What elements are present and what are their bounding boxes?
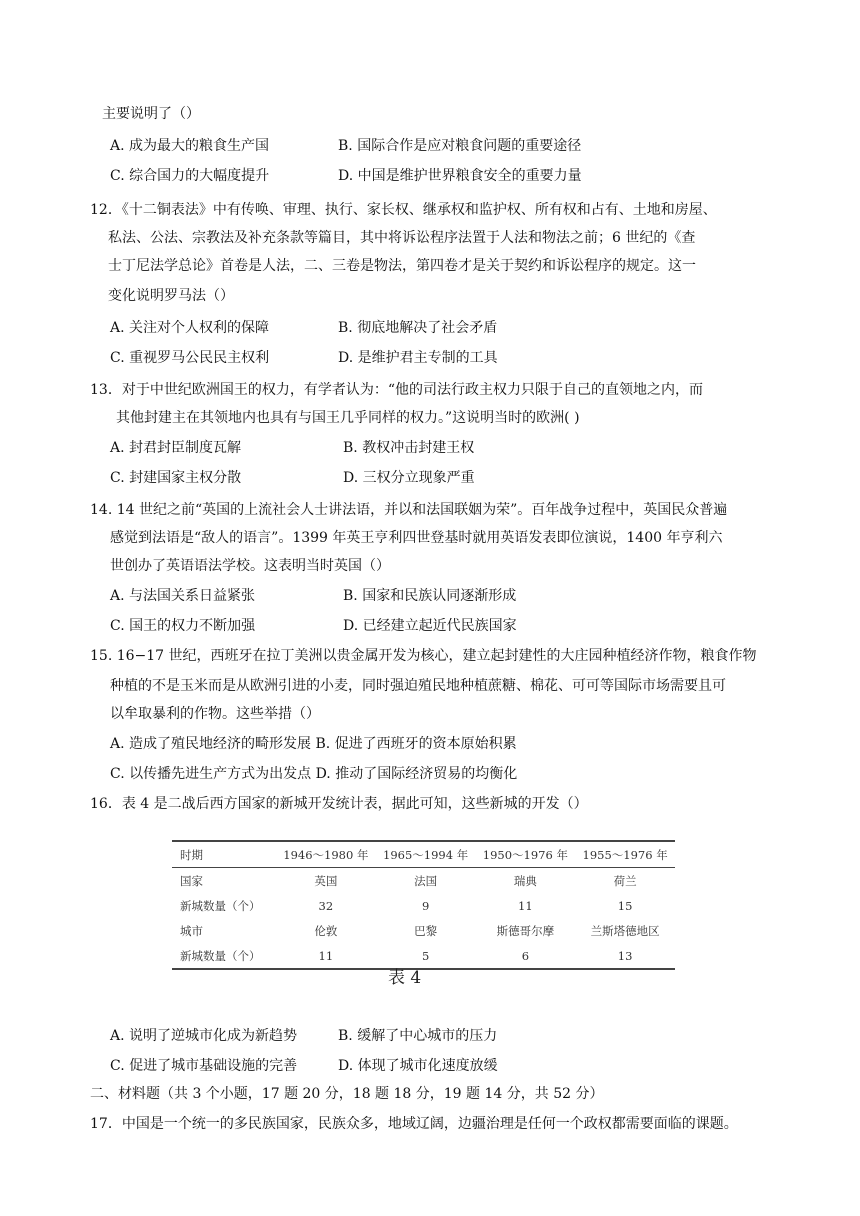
q11-option-b: B. 国际合作是应对粮食问题的重要途径 <box>338 138 582 154</box>
q11-option-c: C. 综合国力的大幅度提升 <box>110 168 270 184</box>
table-header-cell: 时期 <box>172 841 276 868</box>
q14-option-d: D. 已经建立起近代民族国家 <box>343 618 517 634</box>
table-cell: 5 <box>376 943 476 969</box>
q15-line-3: 以牟取暴利的作物。这些举措（） <box>110 706 320 722</box>
table-row <box>172 918 675 943</box>
q14-option-c: C. 国王的权力不断加强 <box>110 618 256 634</box>
table-cell: 国家 <box>180 873 203 888</box>
q11-option-d: D. 中国是维护世界粮食安全的重要力量 <box>338 168 582 184</box>
q12-line-4: 变化说明罗马法（） <box>108 288 234 304</box>
table-caption: 表 4 <box>388 968 422 988</box>
table-cell: 斯德哥尔摩 <box>496 923 555 938</box>
q15-options-cd: C. 以传播先进生产方式为出发点 D. 推动了国际经济贸易的均衡化 <box>110 766 518 782</box>
q14-option-b: B. 国家和民族认同逐渐形成 <box>343 588 517 604</box>
q12-option-a: A. 关注对个人权利的保障 <box>110 320 270 336</box>
q15-line-1: 15. 16−17 世纪，西班牙在拉丁美洲以贵金属开发为核心，建立起封建性的大庄园种植经济作物，粮食作物 <box>90 648 757 664</box>
table-cell: 伦敦 <box>314 923 338 938</box>
table-cell: 11 <box>276 943 376 969</box>
table-cell: 13 <box>575 943 675 969</box>
table-cell: 新城数量（个） <box>172 943 276 969</box>
table-header-row <box>172 841 675 868</box>
q12-line-1: 12．《十二铜表法》中有传唤、审理、执行、家长权、继承权和监护权、所有权和占有、土地和房屋、 <box>90 202 717 218</box>
section-2-title: 二、材料题（共 3 个小题，17 题 20 分，18 题 18 分，19 题 14 分，共 52 分） <box>90 1086 604 1102</box>
q11-stem-end: 主要说明了（） <box>102 106 200 122</box>
table-row <box>172 893 675 918</box>
table-header-cell: 1950～1976 年 <box>476 841 576 868</box>
table-cell: 新城数量（个） <box>180 898 261 913</box>
q13-line-1: 13．对于中世纪欧洲国王的权力，有学者认为：“他的司法行政主权力只限于自己的直领地之内，而 <box>90 382 703 398</box>
table-cell: 32 <box>318 898 334 913</box>
q13-option-c: C. 封建国家主权分散 <box>110 470 242 486</box>
q13-option-b: B. 教权冲击封建王权 <box>343 440 475 456</box>
table-cell: 荷兰 <box>613 873 637 888</box>
table-header-cell: 1965～1994 年 <box>376 841 476 868</box>
table-cell: 英国 <box>314 873 338 888</box>
q13-line-2: 其他封建主在其领地内也具有与国王几乎同样的权力。”这说明当时的欧洲( ) <box>116 410 580 426</box>
q14-line-2: 感觉到法语是“敌人的语言”。1399 年英王亨利四世登基时就用英语发表即位演说，1400 年亨利六 <box>110 530 723 546</box>
q16-option-d: D. 体现了城市化速度放缓 <box>338 1058 498 1074</box>
q14-line-1: 14. 14 世纪之前“英国的上流社会人士讲法语，并以和法国联姻为荣”。百年战争过程中，英国民众普遍 <box>90 502 728 518</box>
table-cell: 巴黎 <box>414 923 438 938</box>
table-row <box>172 943 675 969</box>
table-cell: 6 <box>476 943 576 969</box>
q16-option-c: C. 促进了城市基础设施的完善 <box>110 1058 298 1074</box>
table-row <box>172 868 675 894</box>
new-town-table <box>172 840 675 970</box>
table-header-cell: 1955～1976 年 <box>575 841 675 868</box>
table-cell: 9 <box>421 898 430 913</box>
table-cell: 15 <box>617 898 633 913</box>
q15-options-ab: A. 造成了殖民地经济的畸形发展 B. 促进了西班牙的资本原始积累 <box>110 736 517 752</box>
q17-line-1: 17．中国是一个统一的多民族国家，民族众多，地域辽阔，边疆治理是任何一个政权都需要面临的课题。 <box>90 1116 738 1132</box>
table-cell: 法国 <box>414 873 438 888</box>
q12-option-c: C. 重视罗马公民民主权利 <box>110 350 270 366</box>
q13-option-d: D. 三权分立现象严重 <box>343 470 475 486</box>
q12-option-b: B. 彻底地解决了社会矛盾 <box>338 320 498 336</box>
table-cell: 11 <box>518 898 533 913</box>
q15-line-2: 种植的不是玉米而是从欧洲引进的小麦，同时强迫殖民地种植蔗糖、棉花、可可等国际市场需要且可 <box>110 678 726 694</box>
q11-option-a: A. 成为最大的粮食生产国 <box>110 138 270 154</box>
q13-option-a: A. 封君封臣制度瓦解 <box>110 440 242 456</box>
q14-option-a: A. 与法国关系日益紧张 <box>110 588 256 604</box>
table-cell: 瑞典 <box>513 873 537 888</box>
q12-line-2: 私法、公法、宗教法及补充条款等篇目，其中将诉讼程序法置于人法和物法之前；6 世纪的《查 <box>108 230 696 246</box>
table-cell: 兰斯塔德地区 <box>590 923 660 938</box>
q12-option-d: D. 是维护君主专制的工具 <box>338 350 498 366</box>
q12-line-3: 士丁尼法学总论》首卷是人法，二、三卷是物法，第四卷才是关于契约和诉讼程序的规定。这一 <box>108 258 696 274</box>
q16-option-b: B. 缓解了中心城市的压力 <box>338 1028 498 1044</box>
q14-line-3: 世创办了英语语法学校。这表明当时英国（） <box>110 558 390 574</box>
q16-option-a: A. 说明了逆城市化成为新趋势 <box>110 1028 298 1044</box>
table-header-cell: 1946～1980 年 <box>276 841 376 868</box>
table-cell: 城市 <box>180 923 203 938</box>
q16-line-1: 16．表 4 是二战后西方国家的新城开发统计表，据此可知，这些新城的开发（） <box>90 796 588 812</box>
